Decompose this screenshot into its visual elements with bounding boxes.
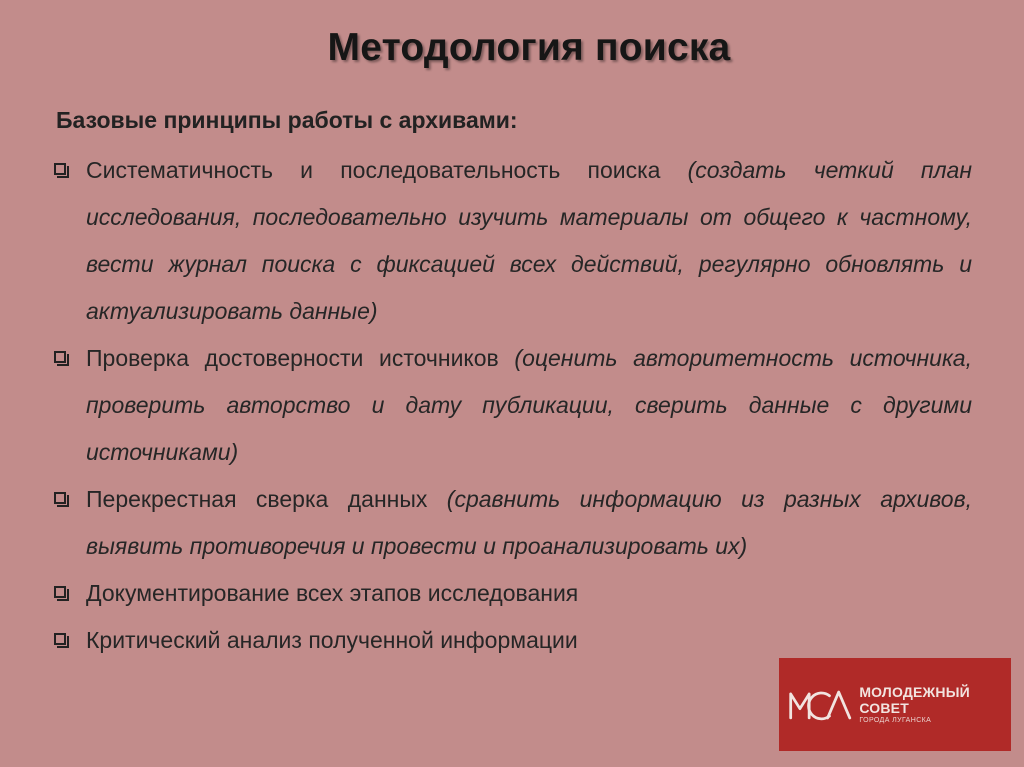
list-item — [52, 476, 972, 570]
slide-subtitle: Базовые принципы работы с архивами: — [56, 107, 518, 133]
item-note-text: (оценить авторитетность источника, проверить авторство и дату публикации, сверить данные с другими источниками) — [86, 345, 972, 465]
checkbox-bullet-icon — [54, 163, 66, 175]
checkbox-bullet-icon — [54, 586, 66, 598]
item-main-text: Проверка достоверности источников — [86, 345, 515, 371]
item-note-text: (создать четкий план исследования, последовательно изучить материалы от общего к частному, вести журнал поиска с фиксацией всех действий, регулярно обновлять и актуализировать данные) — [86, 157, 972, 324]
item-note-text: (сравнить информацию из разных архивов, выявить противоречия и провести и проанализировать их) — [86, 486, 972, 559]
youth-council-logo — [779, 658, 1011, 751]
msl-logo-mark-icon — [787, 683, 855, 727]
logo-city: ГОРОДА ЛУГАНСКА — [859, 716, 932, 724]
item-main-text: Критический анализ полученной информации — [86, 627, 578, 653]
item-main-text: Документирование всех этапов исследования — [86, 580, 579, 606]
list-item — [52, 147, 972, 335]
principles-list — [52, 147, 972, 664]
slide-title: Методология поиска — [327, 26, 731, 69]
list-item — [52, 335, 972, 476]
item-main-text: Систематичность и последовательность поиска — [86, 157, 688, 183]
checkbox-bullet-icon — [54, 492, 66, 504]
list-item — [52, 617, 972, 664]
item-main-text: Перекрестная сверка данных — [86, 486, 447, 512]
list-item — [52, 570, 972, 617]
checkbox-bullet-icon — [54, 633, 66, 645]
checkbox-bullet-icon — [54, 351, 66, 363]
logo-name: МОЛОДЕЖНЫЙ СОВЕТ — [859, 683, 970, 716]
logo-text — [859, 684, 1011, 726]
